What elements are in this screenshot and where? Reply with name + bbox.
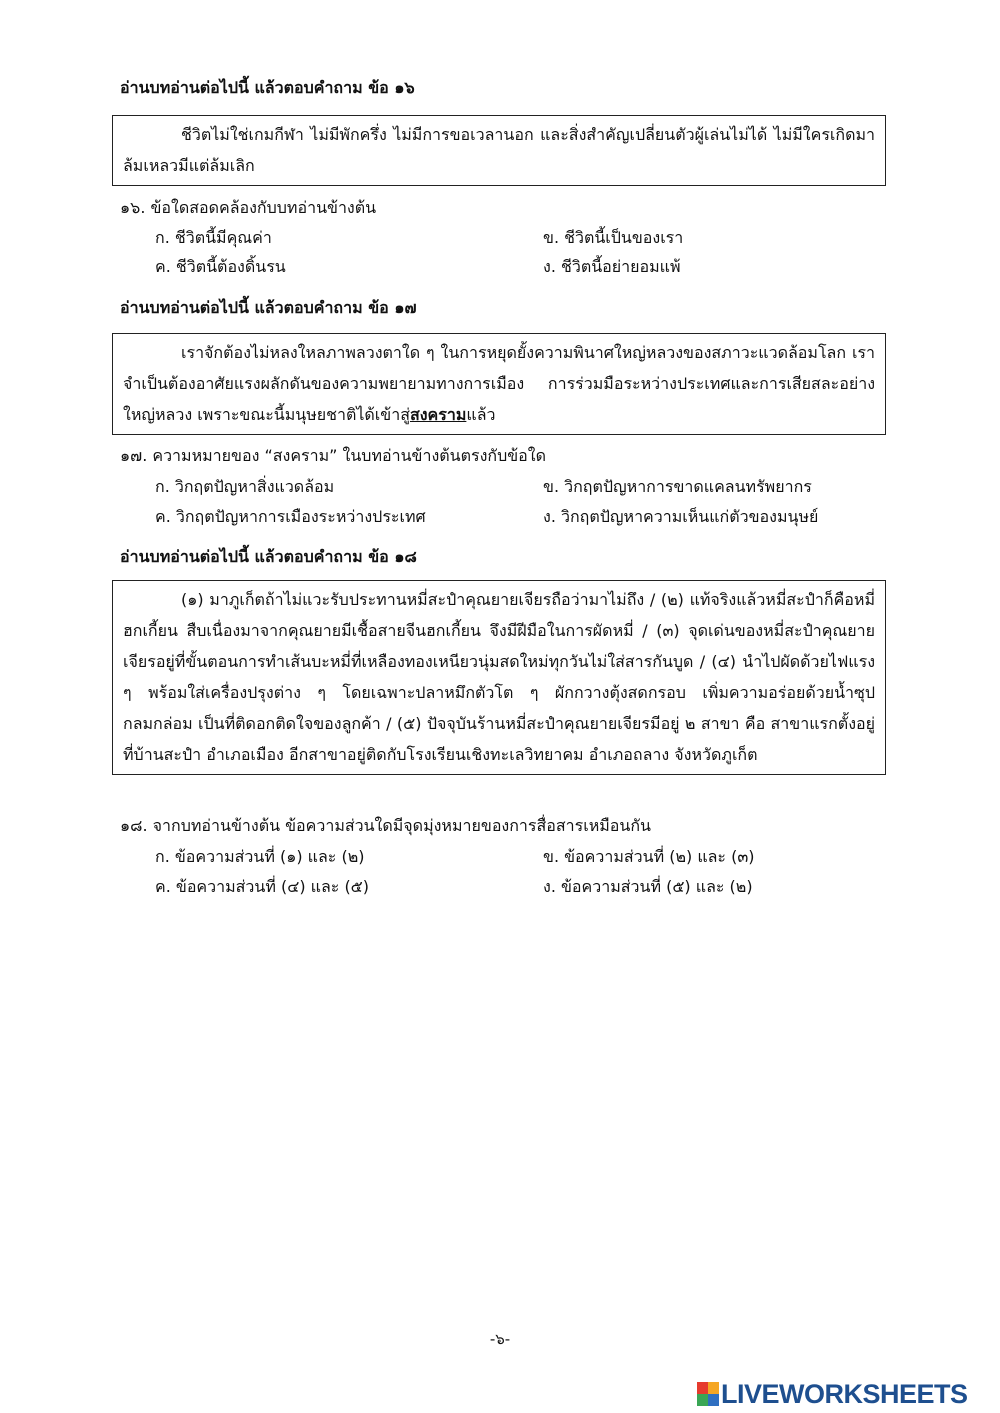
section-17-passage-emphasis: สงคราม	[409, 405, 467, 424]
section-18-heading: อ่านบทอ่านต่อไปนี้ แล้วตอบคำถาม ข้อ ๑๘	[120, 547, 417, 566]
question-17: ๑๗. ความหมายของ “สงคราม” ในบทอ่านข้างต้นตรงกับข้อใด	[120, 446, 546, 465]
logo-text: LIVEWORKSHEETS	[721, 1378, 968, 1409]
question-16-choice-b[interactable]: ข. ชีวิตนี้เป็นของเรา	[543, 228, 684, 247]
logo-square-3	[697, 1394, 708, 1406]
question-17-choice-a[interactable]: ก. วิกฤตปัญหาสิ่งแวดล้อม	[155, 477, 335, 496]
question-18-choice-d[interactable]: ง. ข้อความส่วนที่ (๕) และ (๒)	[543, 877, 753, 896]
question-16-choice-d[interactable]: ง. ชีวิตนี้อย่ายอมแพ้	[543, 257, 681, 276]
question-18-choice-b[interactable]: ข. ข้อความส่วนที่ (๒) และ (๓)	[543, 847, 755, 866]
question-18-choice-a[interactable]: ก. ข้อความส่วนที่ (๑) และ (๒)	[155, 847, 365, 866]
logo-square-1	[697, 1382, 708, 1394]
question-17-choice-b[interactable]: ข. วิกฤตปัญหาการขาดแคลนทรัพยากร	[543, 477, 812, 496]
logo-square-2	[708, 1382, 719, 1394]
page-number: -๖-	[489, 1330, 511, 1348]
section-16-passage: ชีวิตไม่ใช่เกมกีฬา ไม่มีพักครึ่ง ไม่มีการขอเวลานอก และสิ่งสำคัญเปลี่ยนตัวผู้เล่นไม่ได้ ไม่มีใครเกิดมาล้มเหลวมีแต่ล้มเลิก	[123, 125, 875, 175]
question-17-choice-c[interactable]: ค. วิกฤตปัญหาการเมืองระหว่างประเทศ	[155, 507, 426, 526]
section-17-heading: อ่านบทอ่านต่อไปนี้ แล้วตอบคำถาม ข้อ ๑๗	[120, 298, 417, 317]
logo-square-4	[708, 1394, 719, 1406]
liveworksheets-logo-icon	[697, 1382, 719, 1406]
section-17-passage-box	[112, 333, 886, 435]
question-16: ๑๖. ข้อใดสอดคล้องกับบทอ่านข้างต้น	[120, 198, 377, 217]
question-18: ๑๘. จากบทอ่านข้างต้น ข้อความส่วนใดมีจุดมุ่งหมายของการสื่อสารเหมือนกัน	[120, 816, 651, 835]
question-16-choice-c[interactable]: ค. ชีวิตนี้ต้องดิ้นรน	[155, 257, 286, 276]
section-18-passage: (๑) มาภูเก็ตถ้าไม่แวะรับประทานหมี่สะปำคุณยายเจียรถือว่ามาไม่ถึง / (๒) แท้จริงแล้วหมี่สะปำก็คือหมี่ฮกเกี้ยน สืบเนื่องมาจากคุณยายมีเชื้อสายจีนฮกเกี้ยน จึงมีฝีมือในการผัดหมี่ / (๓) จุดเด่นของหมี่สะปำคุณยายเจียรอยู่ที่ขั้นตอนการทำเส้นบะหมี่ที่เหลืองทองเหนียวนุ่มสดใหม่ทุกวันไม่ใส่สารกันบูด / (๔) นำไปผัดด้วยไฟแรง ๆ พร้อมใส่เครื่องปรุงต่าง ๆ โดยเฉพาะปลาหมึกตัวโต ๆ ผักกวางตุ้งสดกรอบ เพิ่มความอร่อยด้วยน้ำซุปกลมกล่อม เป็นที่ติดอกติดใจของลูกค้า / (๕) ปัจจุบันร้านหมี่สะปำคุณยายเจียรมีอยู่ ๒ สาขา คือ สาขาแรกตั้งอยู่ที่บ้านสะปำ อำเภอเมือง อีกสาขาอยู่ติดกับโรงเรียนเชิงทะเลวิทยาคม อำเภอถลาง จังหวัดภูเก็ต	[123, 590, 875, 764]
section-17-passage-start: เราจักต้องไม่หลงใหลภาพลวงตาใด ๆ ในการหยุดยั้งความพินาศใหญ่หลวงของสภาวะแวดล้อมโลก เราจำเป็นต้องอาศัยแรงผลักดันของความพยายามทางการเมือง การร่วมมือระหว่างประเทศและการเสียสละอย่างใหญ่หลวง เพราะขณะนี้มนุษยชาติได้เข้าสู่	[123, 343, 875, 424]
question-16-choice-a[interactable]: ก. ชีวิตนี้มีคุณค่า	[155, 228, 272, 247]
question-17-choice-d[interactable]: ง. วิกฤตปัญหาความเห็นแก่ตัวของมนุษย์	[543, 507, 819, 526]
section-16-heading: อ่านบทอ่านต่อไปนี้ แล้วตอบคำถาม ข้อ ๑๖	[120, 78, 415, 97]
section-18-passage-box	[112, 580, 886, 775]
section-17-passage-end: แล้ว	[466, 405, 496, 424]
question-18-choice-c[interactable]: ค. ข้อความส่วนที่ (๔) และ (๕)	[155, 877, 370, 896]
liveworksheets-logo	[697, 1379, 968, 1409]
section-16-passage-box	[112, 115, 886, 186]
